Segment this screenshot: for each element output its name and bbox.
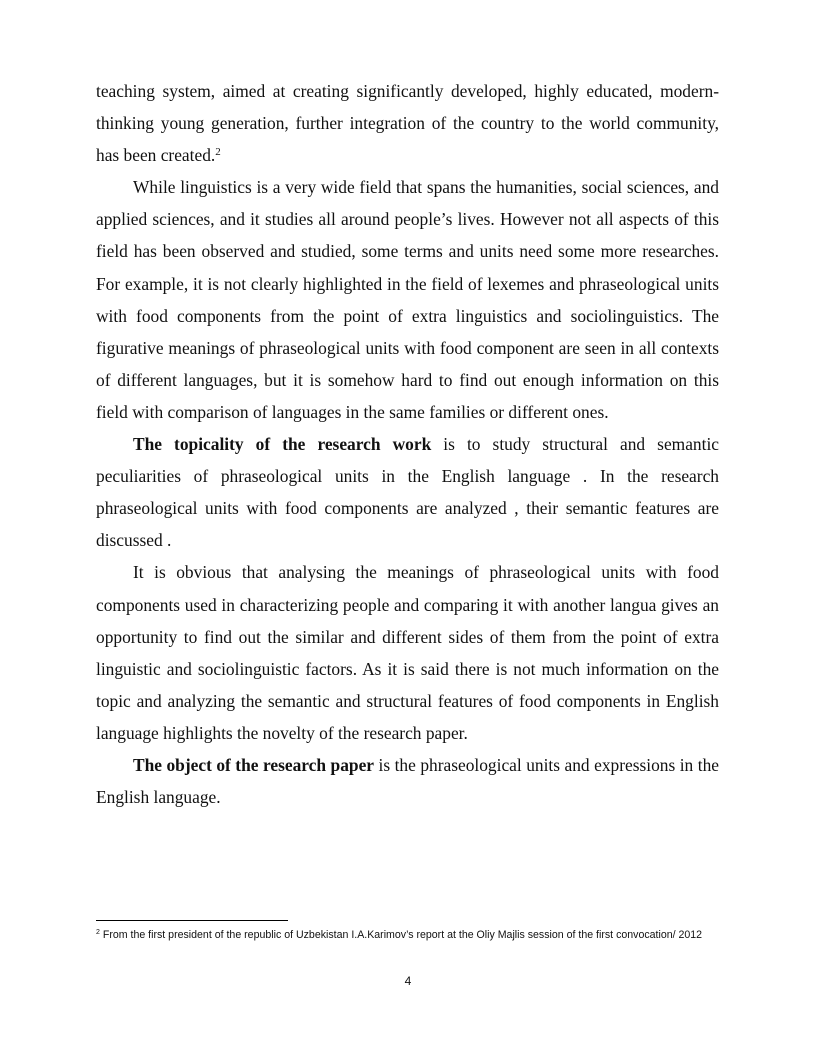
footnote-text: From the first president of the republic of Uzbekistan I.A.Karimov’s report at the Oliy Majlis session of the first convocation/ 2012 xyxy=(99,929,703,941)
topicality-heading: The topicality of the research work xyxy=(133,434,432,455)
paragraph-topicality: The topicality of the research work is to study structural and semantic peculiarities of phraseological units in the English language . In the research phraseological units with food components are analyzed , their semantic features are discussed . xyxy=(96,434,719,551)
page-number: 4 xyxy=(404,974,412,988)
paragraph-object: The object of the research paper is the phraseological units and expressions in the English language. xyxy=(96,754,719,808)
body-text xyxy=(96,75,719,813)
paragraph-continuation: teaching system, aimed at creating significantly developed, highly educated, modern-thinking young generation, further integration of the country to the world community, has been created.$^2$ xyxy=(96,81,719,166)
footnote xyxy=(96,928,716,944)
footnote-separator xyxy=(96,920,288,921)
paragraph-linguistics-scope: While linguistics is a very wide field that spans the humanities, social sciences, and applied sciences, and it studies all around people’s lives. However not all aspects of this field has been observed and studied, some terms and units need some more researches. For example, it is not clearly highlighted in the field of lexemes and phraseological units with food components from the point of extra linguistics and sociolinguistics. The figurative meanings of phraseological units with food component are seen in all contexts of different languages, but it is somehow hard to find out enough information on this field with comparison of languages in the same families or different ones. xyxy=(96,177,719,422)
paragraph-novelty: It is obvious that analysing the meanings of phraseological units with food components used in characterizing people and comparing it with another langua gives an opportunity to find out the similar and different sides of them from the point of extra linguistic and sociolinguistic factors. As it is said there is not much information on the topic and analyzing the semantic and structural features of food components in English language highlights the novelty of the research paper. xyxy=(96,562,719,743)
object-heading: The object of the research paper xyxy=(133,754,375,775)
footnote-marker: 2 xyxy=(96,929,100,936)
footnote-reference[interactable]: 2 xyxy=(215,146,221,159)
